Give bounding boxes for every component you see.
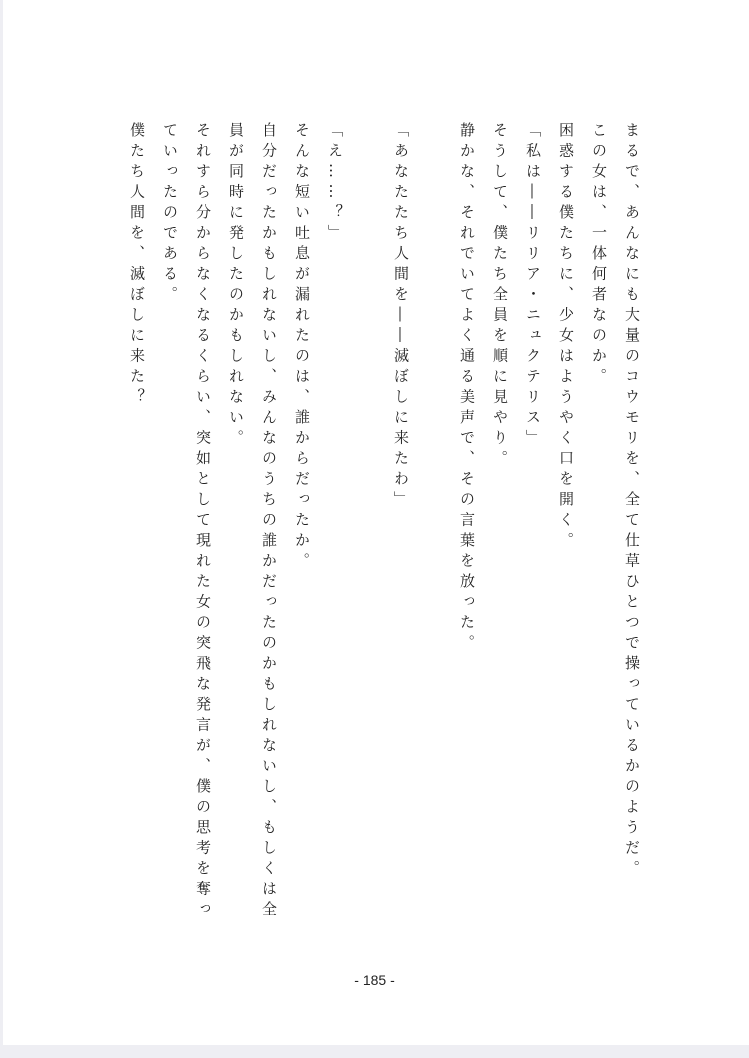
text-line: 静かな、それでいてよく通る美声で、その言葉を放った。: [458, 122, 476, 655]
text-line: それすら分からなくなるくらい、突如として現れた女の突飛な発言が、僕の思考を奪っ: [194, 122, 212, 922]
text-line: 「え……？」: [326, 122, 344, 245]
text-line: まるで、あんなにも大量のコウモリを、全て仕草ひとつで操っているかのようだ。: [623, 122, 641, 881]
book-page: [3, 0, 749, 1045]
text-line: 僕たち人間を、滅ぼしに来た？: [128, 122, 146, 409]
blank-line: [351, 122, 384, 962]
page-number: - 185 -: [354, 972, 395, 988]
text-line: 「私は――リリア・ニュクテリス」: [524, 122, 542, 450]
text-line: そうして、僕たち全員を順に見やり。: [491, 122, 509, 471]
blank-line: [417, 122, 450, 962]
text-line: この女は、一体何者なのか。: [590, 122, 608, 389]
vertical-body-text: [120, 122, 648, 962]
text-line: ていったのである。: [161, 122, 179, 307]
text-line: 「あなたたち人間を――滅ぼしに来たわ」: [392, 122, 410, 512]
text-line: 困惑する僕たちに、少女はようやく口を開く。: [557, 122, 575, 553]
text-line: そんな短い吐息が漏れたのは、誰からだったか。: [293, 122, 311, 573]
text-line: 自分だったかもしれないし、みんなのうちの誰かだったのかもしれないし、もしくは全: [260, 122, 278, 922]
text-line: 員が同時に発したのかもしれない。: [227, 122, 245, 450]
